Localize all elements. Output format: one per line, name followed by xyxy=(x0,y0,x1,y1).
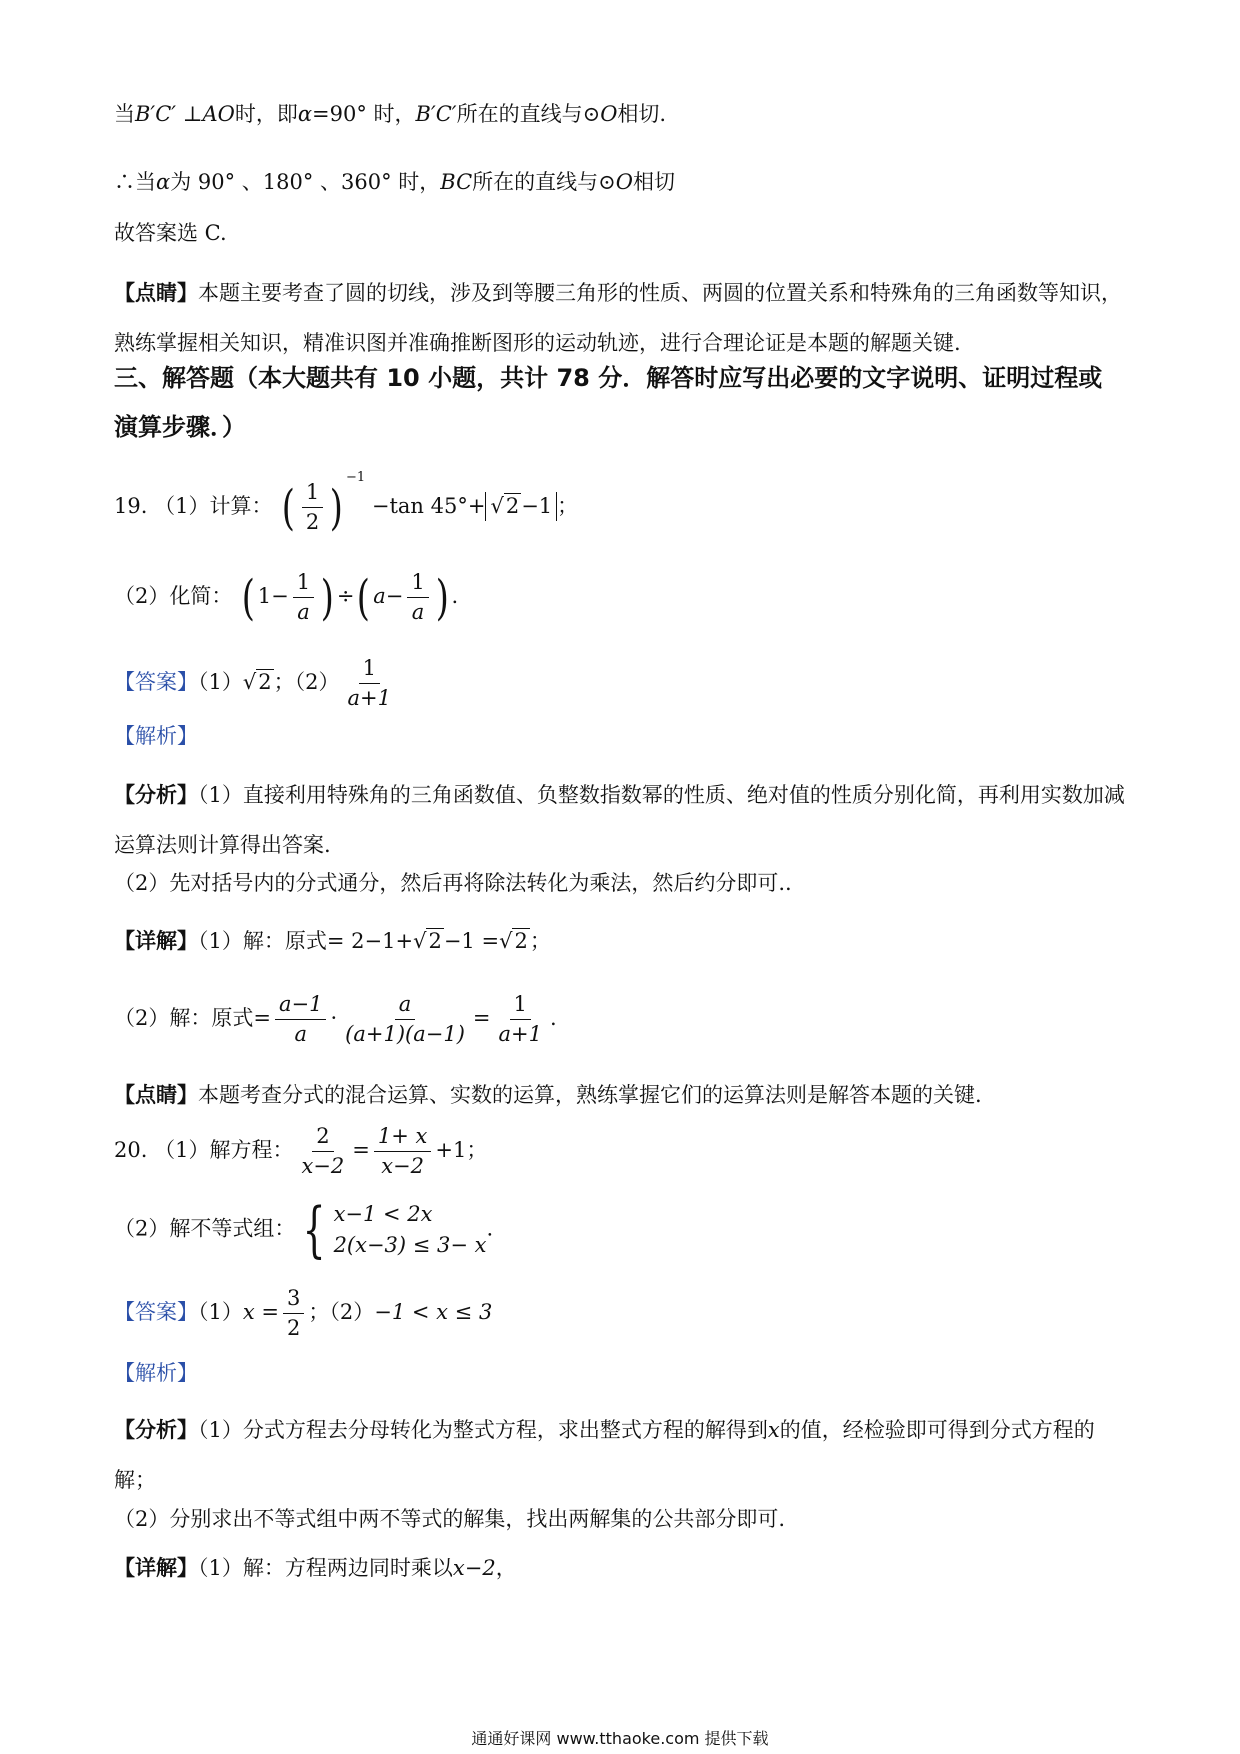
page-footer: 通通好课网 www.tthaoke.com 提供下载 xyxy=(471,1729,769,1748)
math-expr: B′C′ ⊥AO xyxy=(135,102,235,126)
text: 相切. xyxy=(617,102,667,126)
tag-xiangjie: 【详解】 xyxy=(114,1555,198,1580)
q19-fenxi-2: （2）先对括号内的分式通分，然后再将除法转化为乘法，然后约分即可.. xyxy=(114,871,792,895)
sqrt: √2 xyxy=(490,494,520,518)
text: ∴当 xyxy=(114,170,156,194)
text: =90° 时， xyxy=(312,102,416,126)
tag-answer: 【答案】 xyxy=(114,1300,198,1325)
inequality-system: { x−1 < 2x 2(x−3) ≤ 3− x xyxy=(303,1195,487,1265)
q19-dianjing: 【点睛】本题考查分式的混合运算、实数的运算，熟练掌握它们的运算法则是解答本题的关键. xyxy=(114,1082,982,1107)
fraction: $\frac{1}{a+1}$ xyxy=(347,656,391,711)
q19-part2: （2）化简： ( 1− $\frac{1}{a}$ ) ÷( a− $\frac{1}{a}$ ) . xyxy=(114,569,459,626)
q19-xiangjie-2: （2）解：原式= $\frac{a-1}{a}$ · $\frac{a}{(a+1)(a-1)}$ = $\frac{1}{a+1}$ . xyxy=(114,992,557,1047)
dianjing-paragraph xyxy=(114,268,1130,368)
q20-fenxi-2: （2）分别求出不等式组中两不等式的解集，找出两解集的公共部分即可. xyxy=(114,1507,786,1531)
tag-dianjing: 【点睛】 xyxy=(114,1082,198,1107)
tag-fenxi: 【分析】 xyxy=(114,1417,198,1442)
q19-fenxi: 【分析】（1）直接利用特殊角的三角函数值、负整数指数幂的性质、绝对值的性质分别化简，再利用实数加减运算法则计算得出答案. xyxy=(114,782,1125,857)
math-var: α xyxy=(156,170,171,194)
text: 所在的直线与⊙ xyxy=(472,170,616,194)
section-title-cont: 演算步骤．） xyxy=(114,413,246,441)
section-title: 三、解答题（本大题共有 10 小题，共计 78 分．解答时应写出必要的文字说明、证明过程或 xyxy=(114,364,1103,392)
paren-left: ( xyxy=(281,479,296,536)
text-line-1 xyxy=(114,102,1130,127)
math-var: O xyxy=(600,102,618,126)
q20-xiangjie: 【详解】（1）解：方程两边同时乘以x−2， xyxy=(114,1555,517,1580)
q20-analysis-tag: 【解析】 xyxy=(114,1361,198,1385)
tag-dianjing: 【点睛】 xyxy=(114,280,198,305)
q19-analysis-tag: 【解析】 xyxy=(114,724,198,748)
q20-part1: 20. （1）解方程： $\frac{2}{x-2}$ = $\frac{1+ x}{x-2}$ +1； xyxy=(114,1124,488,1179)
fraction: $\frac{1}{a}$ xyxy=(407,570,428,625)
text: 当 xyxy=(114,102,135,126)
question-number: 19. xyxy=(114,494,148,518)
text: 为 90° 、180° 、360° 时， xyxy=(170,170,441,194)
q20-fenxi: 【分析】（1）分式方程去分母转化为整式方程，求出整式方程的解得到x的值，经检验即可得到分式方程的解； xyxy=(114,1417,1095,1492)
label: （2）化简： xyxy=(114,584,233,609)
label: （1）计算： xyxy=(154,494,273,518)
text: 时，即 xyxy=(234,102,298,126)
question-number: 20. xyxy=(114,1138,148,1163)
text-line-2 xyxy=(114,170,1130,195)
q19-part1: 19. （1）计算： ( $\frac{1}{2}$ )$^{-1}$ −tan 45°+ √2−1 ； xyxy=(114,470,579,536)
tag-fenxi: 【分析】 xyxy=(114,782,198,807)
exponent: −1 xyxy=(346,470,366,485)
text-line-3: 故答案选 C. xyxy=(114,221,227,245)
tag-answer: 【答案】 xyxy=(114,670,198,695)
abs-value: √2−1 xyxy=(485,492,557,521)
q20-part2: （2）解不等式组： { x−1 < 2x 2(x−3) ≤ 3− x . xyxy=(114,1195,494,1265)
text: 相切 xyxy=(633,170,675,194)
math-var: α xyxy=(297,102,313,126)
sqrt: √2 xyxy=(242,670,272,695)
q20-answer: 【答案】（1）x = $\frac{3}{2}$ ；（2）−1 < x ≤ 3 xyxy=(114,1286,493,1341)
math-expr: BC xyxy=(440,170,473,194)
q19-answer: 【答案】（1）√2；（2） $\frac{1}{a+1}$ xyxy=(114,656,1130,711)
q19-xiangjie-1: 【详解】（1）解：原式= 2−1+√2−1 =√2； xyxy=(114,928,551,953)
fraction: $\frac{1}{2}$ xyxy=(302,480,323,535)
text: 所在的直线与⊙ xyxy=(456,102,601,126)
math-expr: −tan 45°+ xyxy=(371,494,486,518)
tag-xiangjie: 【详解】 xyxy=(114,928,198,953)
math-expr: B′C′ xyxy=(415,102,457,126)
text: 本题主要考查了圆的切线，涉及到等腰三角形的性质、两圆的位置关系和特殊角的三角函数等知识，熟练掌握相关知识，精准识图并准确推断图形的运动轨迹，进行合理论证是本题的解题关键. xyxy=(114,281,1122,355)
paren-right: ) xyxy=(330,479,344,536)
math-var: O xyxy=(615,170,633,194)
fraction: $\frac{1}{a}$ xyxy=(293,570,314,625)
